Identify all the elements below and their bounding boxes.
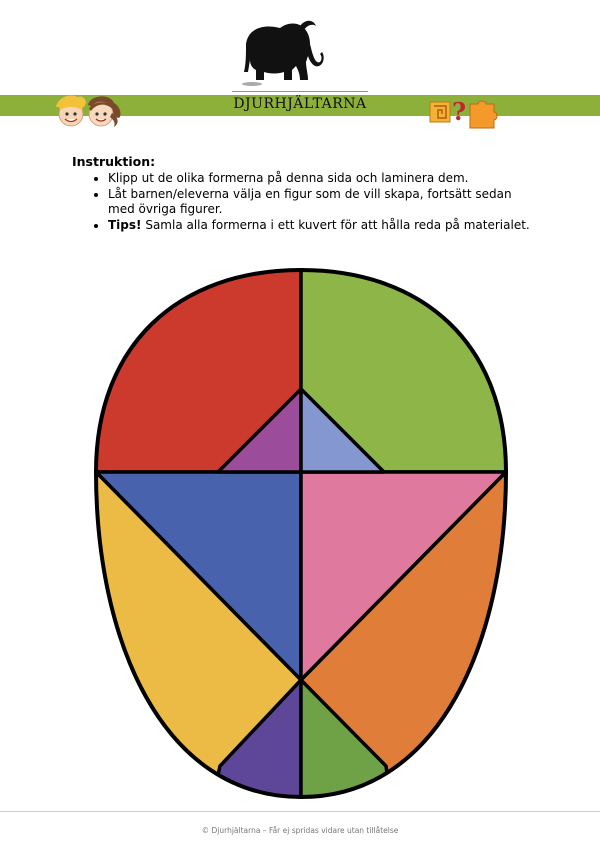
footer-copyright: © Djurhjältarna – Får ej spridas vidare utan tillåtelse bbox=[201, 826, 399, 835]
kids-faces-icon bbox=[52, 93, 128, 131]
instructions-heading: Instruktion: bbox=[72, 154, 156, 169]
instruction-text: Låt barnen/eleverna välja en figur som de vill skapa, fortsätt sedan med övriga figurer. bbox=[108, 187, 512, 216]
egg-tangram-puzzle bbox=[92, 266, 510, 802]
brand-name: DJURHJÄLTARNA bbox=[233, 96, 367, 112]
footer-rule bbox=[0, 811, 600, 812]
header bbox=[0, 0, 600, 135]
puzzle-question-icon bbox=[428, 94, 498, 130]
instruction-text: Klipp ut de olika formerna på denna sida och laminera dem. bbox=[108, 170, 469, 185]
instructions-list bbox=[72, 171, 542, 233]
instructions bbox=[72, 155, 542, 235]
instruction-item bbox=[108, 171, 542, 186]
instruction-item bbox=[108, 187, 542, 216]
logo-rule bbox=[232, 91, 368, 92]
elephant-logo-icon bbox=[236, 14, 324, 92]
instruction-item bbox=[108, 218, 542, 233]
svg-text:?: ? bbox=[452, 97, 467, 126]
tips-label: Tips! bbox=[108, 218, 142, 232]
instruction-text: Samla alla formerna i ett kuvert för att hålla reda på materialet. bbox=[141, 218, 530, 232]
